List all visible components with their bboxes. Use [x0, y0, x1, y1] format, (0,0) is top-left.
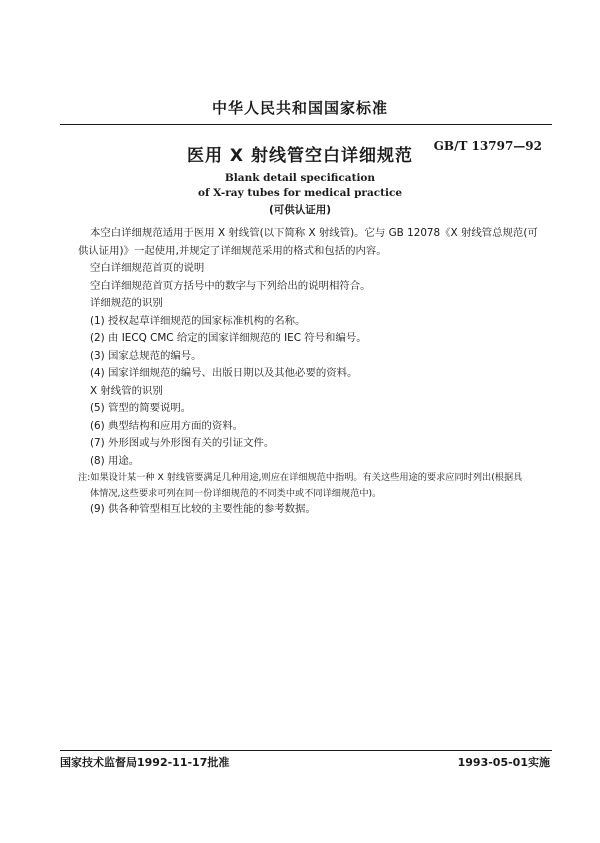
english-title-line2: of X-ray tubes for medical practice	[197, 187, 403, 199]
intro-paragraph-line1: 本空白详细规范适用于医用 X 射线管(以下简称 X 射线管)。它与 GB 12078《X 射线管总规范(可	[90, 227, 538, 239]
section-heading: 空白详细规范首页的说明	[90, 262, 205, 274]
list-item: (9) 供各种管型相互比较的主要性能的参考数据。	[90, 503, 316, 515]
document-title: 医用 X 射线管空白详细规范	[187, 146, 413, 166]
approval-date: 国家技术监督局1992-11-17批准	[60, 756, 230, 769]
list-item: (5) 管型的简要说明。	[90, 402, 192, 414]
list-item: (3) 国家总规范的编号。	[90, 349, 202, 362]
list-item: (4) 国家详细规范的编号、出版日期以及其他必要的资料。	[90, 367, 358, 379]
note-line2: 体情况,这些要求可列在同一份详细规范的不同类中或不同详细规范中)。	[90, 487, 382, 499]
spec-id-heading: 详细规范的识别	[90, 297, 163, 309]
list-item: (2) 由 IECQ CMC 给定的国家详细规范的 IEC 符号和编号。	[90, 332, 367, 344]
national-standard-heading: 中华人民共和国国家标准	[211, 99, 388, 117]
intro-paragraph-line2: 供认证用)》一起使用,并规定了详细规范采用的格式和包括的内容。	[78, 244, 387, 257]
footer-rule	[60, 750, 552, 751]
list-item: (7) 外形图或与外形图有关的引证文件。	[90, 437, 275, 449]
certification-subtitle: (可供认证用)	[268, 204, 332, 216]
note-line1: 注:如果设计某一种 X 射线管要满足几种用途,则应在详细规范中指明。有关这些用途的要求应同时列出(根据具	[78, 472, 523, 483]
section-description: 空白详细规范首页方括号中的数字与下列给出的说明相符合。	[90, 279, 371, 292]
list-item: (6) 典型结构和应用方面的资料。	[90, 419, 244, 432]
effective-date: 1993-05-01实施	[457, 756, 550, 769]
list-item: (1) 授权起草详细规范的国家标准机构的名称。	[90, 314, 306, 327]
tube-id-heading: X 射线管的识别	[90, 384, 163, 397]
body-text	[78, 225, 538, 519]
list-item: (8) 用途。	[90, 454, 140, 467]
english-title-line1: Blank detail specification	[224, 172, 376, 184]
standard-code: GB/T 13797—92	[433, 139, 542, 153]
header-rule	[60, 124, 552, 125]
